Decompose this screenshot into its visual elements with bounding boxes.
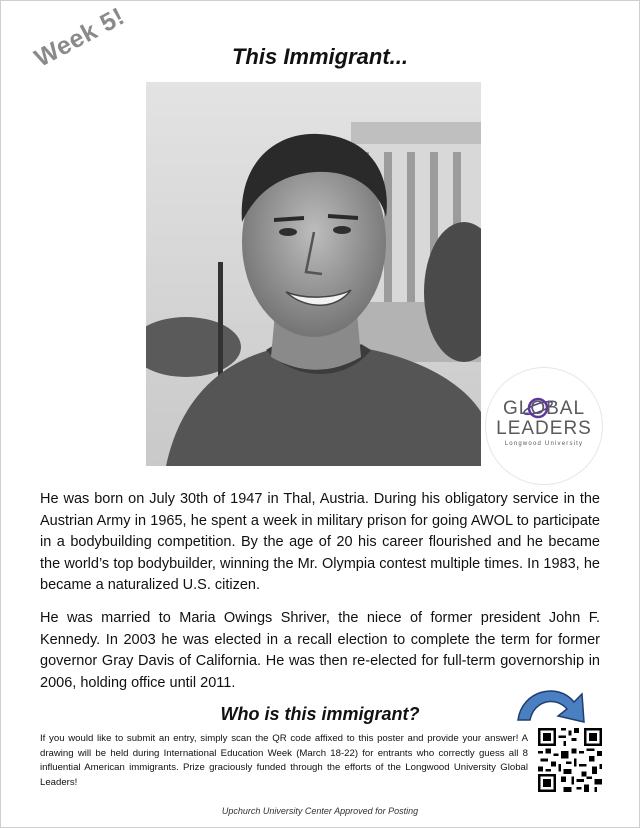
week-badge: Week 5! (30, 2, 130, 73)
logo-line-global: GLOBAL (502, 398, 586, 419)
curved-arrow-icon (514, 680, 590, 731)
portrait-photo (146, 82, 481, 466)
logo-line-leaders: LEADERS (496, 418, 592, 439)
paragraph-biography: He was born on July 30th of 1947 in Thal, Austria. During his obligatory service in the Austrian Army in 1965, he spent a week in military prison for going AWOL to participate in a bodybuilding competition. By the age of 20 his career flourished and he became the world’s top bodybuilder, winning the Mr. Olympia contest multiple times. In 1983, he became a naturalized U.S. citizen. (40, 491, 600, 593)
question-heading: Who is this immigrant? (220, 704, 420, 724)
poster-title: This Immigrant... (231, 44, 409, 69)
global-leaders-logo (486, 368, 602, 484)
qr-code-icon[interactable] (538, 728, 602, 797)
logo-subtitle: Longwood University (504, 441, 584, 447)
paragraph-career: He was married to Maria Owings Shriver, the niece of former president John F. Kennedy. In 2003 he was elected in a recall election to complete the term for former governor Gray Davis of California. He was then re-elected for full-term governorship in 2006, holding office until 2011. (40, 610, 600, 691)
posting-approval-footer: Upchurch University Center Approved for Posting (221, 806, 419, 816)
entry-instructions: If you would like to submit an entry, simply scan the QR code affixed to this poster and provide your answer! A drawing will be held during International Education Week (March 18-22) for entrants who correctly guess all 8 influential American immigrants. Prize graciously funded through the efforts of the Longwood University Global Leaders! (40, 733, 528, 788)
